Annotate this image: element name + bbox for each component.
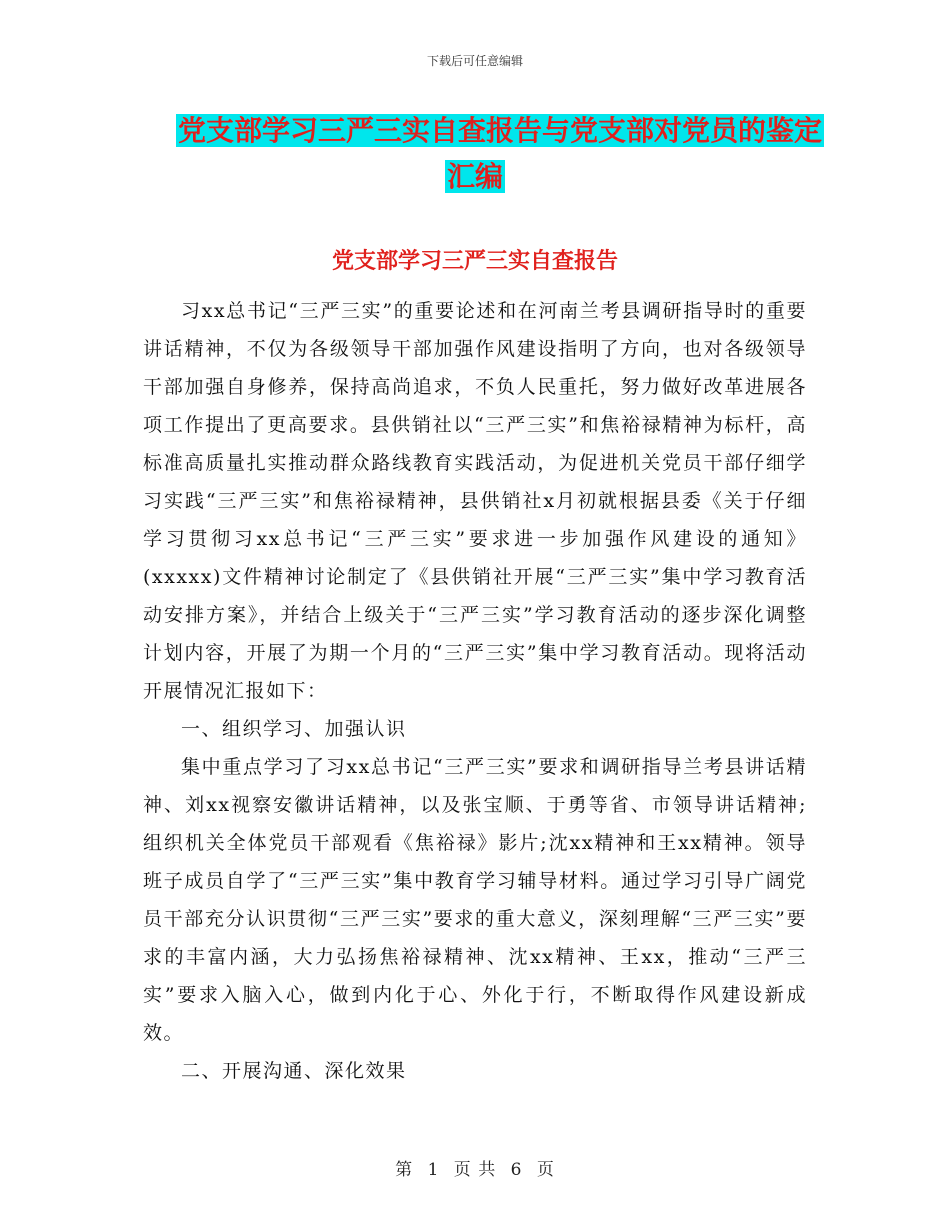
heading-organize-study: 一、组织学习、加强认识	[181, 718, 407, 740]
paragraph-study-details: 集中重点学习了习xx总书记“三严三实”要求和调研指导兰考县讲话精神、刘xx视察安徽讲话精神，以及张宝顺、于勇等省、市领导讲话精神;组织机关全体党员干部观看《焦裕禄》影片;沈xx精神和王xx精神。领导班子成员自学了“三严三实”集中教育学习辅导材料。通过学习引导广阔党员干部充分认识贯彻“三严三实”要求的重大意义，深刻理解“三严三实”要求的丰富内涵，大力弘扬焦裕禄精神、沈xx精神、王xx，推动“三严三实”要求入脑入心，做到内化于心、外化于行，不断取得作风建设新成效。	[143, 756, 807, 1044]
document-title-line-2-text: 汇编	[446, 160, 503, 193]
paragraph-intro: 习xx总书记“三严三实”的重要论述和在河南兰考县调研指导时的重要讲话精神，不仅为各级领导干部加强作风建设指明了方向，也对各级领导干部加强自身修养，保持高尚追求，不负人民重托，努力做好改革进展各项工作提出了更高要求。县供销社以“三严三实”和焦裕禄精神为标杆，高标准高质量扎实推动群众路线教育实践活动，为促进机关党员干部仔细学习实践“三严三实”和焦裕禄精神，县供销社x月初就根据县委《关于仔细学习贯彻习xx总书记“三严三实”要求进一步加强作风建设的通知》(xxxxx)文件精神讨论制定了《县供销社开展“三严三实”集中学习教育活动安排方案》，并结合上级关于“三严三实”学习教育活动的逐步深化调整计划内容，开展了为期一个月的“三严三实”集中学习教育活动。现将活动开展情况汇报如下：	[143, 300, 807, 702]
page-header: 下载后可任意编辑	[426, 54, 523, 68]
document-title-line-1-text: 党支部学习三严三实自查报告与党支部对党员的鉴定	[177, 114, 822, 147]
document-title-line-1	[0, 108, 950, 154]
heading-communication: 二、开展沟通、深化效果	[181, 1060, 407, 1082]
section-title: 党支部学习三严三实自查报告	[331, 249, 618, 274]
footer-total-pages: 6	[510, 1160, 523, 1180]
document-body	[143, 292, 807, 1090]
document-title	[0, 108, 950, 200]
footer-page-number: 1	[427, 1160, 440, 1180]
footer-prefix: 第	[395, 1160, 414, 1180]
footer-mid: 页 共	[453, 1160, 497, 1180]
page-footer	[0, 1155, 950, 1180]
footer-suffix: 页	[536, 1160, 555, 1180]
document-title-line-2	[0, 154, 950, 200]
